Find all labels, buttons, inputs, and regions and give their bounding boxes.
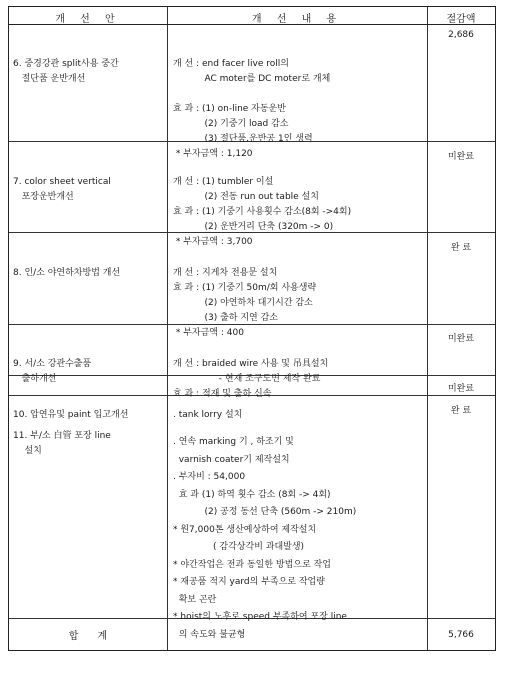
row-9-plan: 9. 서/소 강관수출품 출하개선	[13, 359, 92, 384]
row-11-content: . 연속 marking 기 , 하조기 및 varnish coater기 제작설치 . 부자비 : 54,000 효 과 (1) 하역 횟수 감소 (8회 -> 4회) (2) 공정 동선 단축 (560m -> 210m) * 원7,000톤 생산예상하여 제작설치 ( 감각상각비 과대발생) * 야간작업은 전과 동일한 방법으로 작업 * 재공품 적지 yard의 부족으로 작업량 확보 곤란 * hoist의 노후로 speed 부족하여 포장 line 의 속도와 불균형	[173, 437, 357, 640]
row-6-saving: 2,686	[448, 30, 474, 40]
row-8-plan: 8. 인/소 야연하차방법 개선	[13, 268, 121, 278]
total-saving: 5,766	[448, 630, 474, 640]
improvement-table	[8, 6, 496, 651]
column-divider	[427, 7, 428, 650]
row-11-saving: 완 료	[450, 406, 472, 416]
header-content: 개 선 내 용	[251, 14, 343, 25]
row-6-plan: 6. 중경강관 split사용 중간 절단품 운반개선	[13, 59, 119, 84]
row-10-content: . tank lorry 설치	[173, 410, 243, 420]
row-7-content: 개 선 : (1) tumbler 이설 (2) 전동 run out table 설치 효 과 : (1) 기중기 사용횟수 감소(8회 ->4회) (2) 운반거리 단축 (320m -> 0) * 부자금액 : 3,700	[173, 177, 352, 247]
total-label: 합 계	[68, 631, 108, 642]
row-10-saving: 미완료	[447, 384, 475, 394]
header-saving: 절감액	[446, 14, 476, 25]
column-divider	[167, 7, 168, 650]
row-7-saving: 미완료	[447, 152, 475, 162]
header-plan: 개 선 안	[55, 14, 121, 25]
row-6-content: 개 선 : end facer live roll의 AC moter를 DC moter로 개체 효 과 : (1) on-line 자동운반 (2) 기중기 load 감소 (3) 절단품,운반공 1인 생력 * 부자금액 : 1,120	[173, 59, 331, 159]
row-8-content: 개 선 : 지게차 전용문 설치 효 과 : (1) 기중기 50m/회 사용생략 (2) 야연하차 대기시간 감소 (3) 출하 지연 감소 * 부자금액 : 400	[173, 268, 317, 338]
row-9-saving: 미완료	[447, 334, 475, 344]
row-9-content: 개 선 : braided wire 사용 및 吊具설치 - 현재 조구도면 제작 완료 효 과 : 적재 및 출하 신속	[173, 359, 329, 399]
row-10-plan: 10. 압연유및 paint 입고개선	[13, 410, 129, 420]
row-11-plan: 11. 부/소 白管 포장 line 설치	[13, 431, 111, 456]
row-7-plan: 7. color sheet vertical 포장운반개선	[13, 177, 111, 202]
row-8-saving: 완 료	[450, 243, 472, 253]
